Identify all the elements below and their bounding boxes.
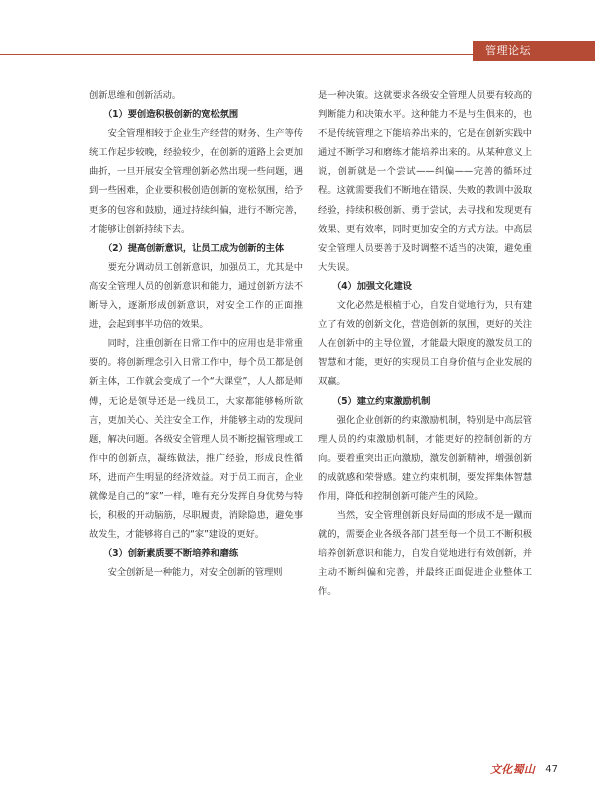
right-column (318, 86, 532, 602)
subheading: （1）要创造积极创新的宽松氛围 (102, 109, 239, 121)
paragraph: 同时，注重创新在日常工作中的应用也是非常重要的。将创新理念引入日常工作中，每个员工都是创新主体，工作就会变成了一个“大课堂”，人人都是师傅，无论是领导还是一线员工，大家都能够畅所欲言，更加关心、关注安全工作，并能够主动的发现问题，解决问题。各级安全管理人员不断挖掘管理或工作中的创新点，凝练做法，推广经验，形成良性循环，进而产生明显的经济效益。对于员工而言，企业就像是自己的“家”一样，唯有充分发挥自身优势与特长，积极的开动脑筋，尽职履责，消除隐患，避免事故发生，才能够将自己的“家”建设的更好。 (89, 338, 303, 541)
left-column (89, 86, 303, 582)
magazine-logo: 文化蜀山 (490, 763, 536, 776)
paragraph: 是一种决策。这就要求各级安全管理人员要有较高的判断能力和决策水平。这种能力不是与生俱来的，也不是传统管理之下能培养出来的，它是在创新实践中通过不断学习和磨练才能培养出来的。从某种意义上说，创新就是一个尝试——纠偏——完善的循环过程。这就需要我们不断地在错误、失败的教训中汲取经验，持续积极创新、勇于尝试，去寻找和发现更有效果、更有效率，同时更加安全的方式方法。中高层安全管理人员要善于及时调整不适当的决策，避免重大失误。 (318, 90, 532, 273)
paragraph: 文化必然是根植于心，自发自觉地行为，只有建立了有效的创新文化，营造创新的氛围，更好的关注人在创新中的主导位置，才能最大限度的激发员工的智慧和才能，更好的实现员工自身价值与企业发展的双赢。 (318, 300, 532, 388)
paragraph: 强化企业创新的约束激励机制，特别是中高层管理人员的约束激励机制，才能更好的控制创新的方向。要着重突出正向激励，激发创新精神，增强创新的成就感和荣誉感。建立约束机制，要发挥集体智慧作用，降低和控制创新可能产生的风险。 (318, 414, 532, 502)
subheading: （2）提高创新意识，让员工成为创新的主体 (102, 242, 285, 254)
subheading: （4）加强文化建设 (331, 280, 412, 292)
header-rule (0, 54, 473, 55)
paragraph: 安全创新是一种能力，对安全创新的管理则 (107, 567, 283, 579)
subheading: （3）创新素质要不断培养和磨练 (102, 548, 239, 560)
paragraph: 创新思维和创新活动。 (89, 90, 181, 101)
page-footer (490, 761, 558, 777)
paragraph: 当然，安全管理创新良好局面的形成不是一蹴而就的，需要企业各级各部门甚至每一个员工不断积极培养创新意识和能力，自发自觉地进行有效创新，并主动不断纠偏和完善，并最终正面促进企业整体工作。 (318, 510, 532, 598)
paragraph: 要充分调动员工创新意识，加强员工，尤其是中高安全管理人员的创新意识和能力，通过创新方法不断导入，逐渐形成创新意识，对安全工作的正面推进，会起到事半功倍的效果。 (89, 261, 303, 331)
section-tab: 管理论坛 (473, 41, 595, 61)
subheading: （5）建立约束激励机制 (331, 395, 431, 407)
paragraph: 安全管理相较于企业生产经营的财务、生产等传统工作起步较晚，经验较少，在创新的道路上会更加曲折，一旦开展安全管理创新必然出现一些问题，遇到一些困难，企业要积极创造创新的宽松氛围，给予更多的包容和鼓励，通过持续纠偏，进行不断完善，才能够让创新持续下去。 (89, 128, 303, 235)
page-number: 47 (545, 763, 558, 775)
